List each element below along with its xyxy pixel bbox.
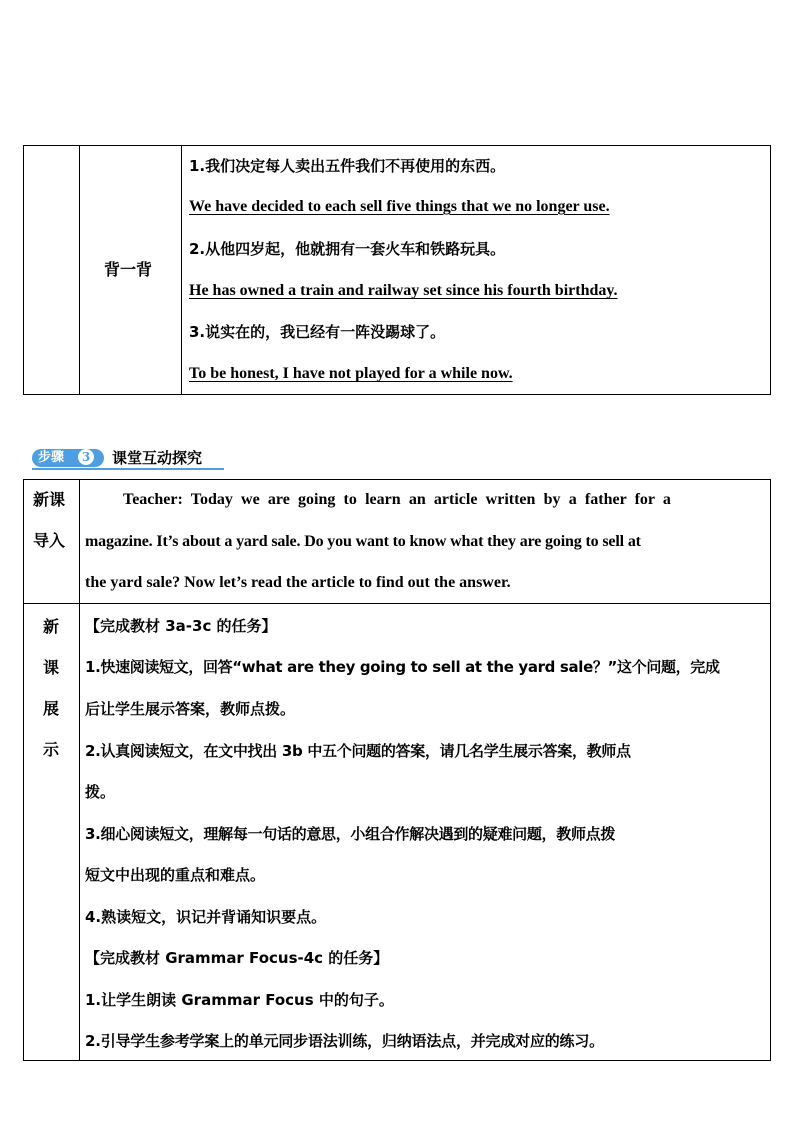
step-header <box>32 447 224 469</box>
table-divider <box>79 479 80 1061</box>
recite-label: 背一背 <box>104 260 153 279</box>
table-row-divider <box>23 603 771 604</box>
table-border-right <box>770 145 771 395</box>
table-border-left <box>23 479 24 1061</box>
task-item: 后让学生展示答案，教师点拨。 <box>85 700 296 718</box>
sentence-en-3: To be honest, I have not played for a while now. <box>189 365 513 382</box>
show-label-char4: 示 <box>43 740 60 759</box>
table-border-top <box>23 479 771 480</box>
table-border-bottom <box>23 1060 771 1061</box>
table-border-left <box>23 145 24 395</box>
sentence-en-1: We have decided to each sell five things that we no longer use. <box>189 198 610 215</box>
sentence-cn-1: 1.我们决定每人卖出五件我们不再使用的东西。 <box>189 157 506 175</box>
task-item: 拨。 <box>85 783 116 801</box>
intro-label-line2: 导入 <box>33 531 66 550</box>
intro-text-line3: the yard sale? Now let’s read the article to find out the answer. <box>85 574 511 591</box>
table-border-top <box>23 145 771 146</box>
sentence-en-2: He has owned a train and railway set since his fourth birthday. <box>189 282 618 299</box>
task-heading-2: 【完成教材 Grammar Focus-4c 的任务】 <box>85 949 389 967</box>
task-heading-1: 【完成教材 3a-3c 的任务】 <box>85 617 277 635</box>
show-label-char1: 新 <box>43 617 60 636</box>
step-underline <box>32 468 224 470</box>
task-item: 4.熟读短文，识记并背诵知识要点。 <box>85 908 327 926</box>
step-badge-label: 步骤 <box>38 450 65 465</box>
table-border-right <box>770 479 771 1061</box>
table-divider <box>79 145 80 395</box>
show-label-char2: 课 <box>43 658 60 677</box>
task-item: 1.让学生朗读 Grammar Focus 中的句子。 <box>85 991 394 1009</box>
show-label-char3: 展 <box>43 699 60 718</box>
intro-text-line2: magazine. It’s about a yard sale. Do you want to know what they are going to sell at <box>85 533 641 550</box>
intro-label-line1: 新课 <box>33 490 66 509</box>
table-divider <box>181 145 182 395</box>
step-title: 课堂互动探究 <box>112 449 203 467</box>
task-item: 2.认真阅读短文，在文中找出 3b 中五个问题的答案，请几名学生展示答案，教师点 <box>85 742 631 760</box>
step-number: 3 <box>78 449 94 465</box>
task-item: 2.引导学生参考学案上的单元同步语法训练，归纳语法点，并完成对应的练习。 <box>85 1032 604 1050</box>
task-item: 短文中出现的重点和难点。 <box>85 866 266 884</box>
table-border-bottom <box>23 394 771 395</box>
sentence-cn-3: 3.说实在的，我已经有一阵没踢球了。 <box>189 323 446 341</box>
task-item: 1.快速阅读短文，回答“what are they going to sell at the yard sale？”这个问题，完成 <box>85 658 720 676</box>
intro-text-line1: Teacher: Today we are going to learn an article written by a father for a <box>123 491 671 508</box>
sentence-cn-2: 2.从他四岁起，他就拥有一套火车和铁路玩具。 <box>189 240 506 258</box>
task-item: 3.细心阅读短文，理解每一句话的意思，小组合作解决遇到的疑难问题，教师点拨 <box>85 825 616 843</box>
